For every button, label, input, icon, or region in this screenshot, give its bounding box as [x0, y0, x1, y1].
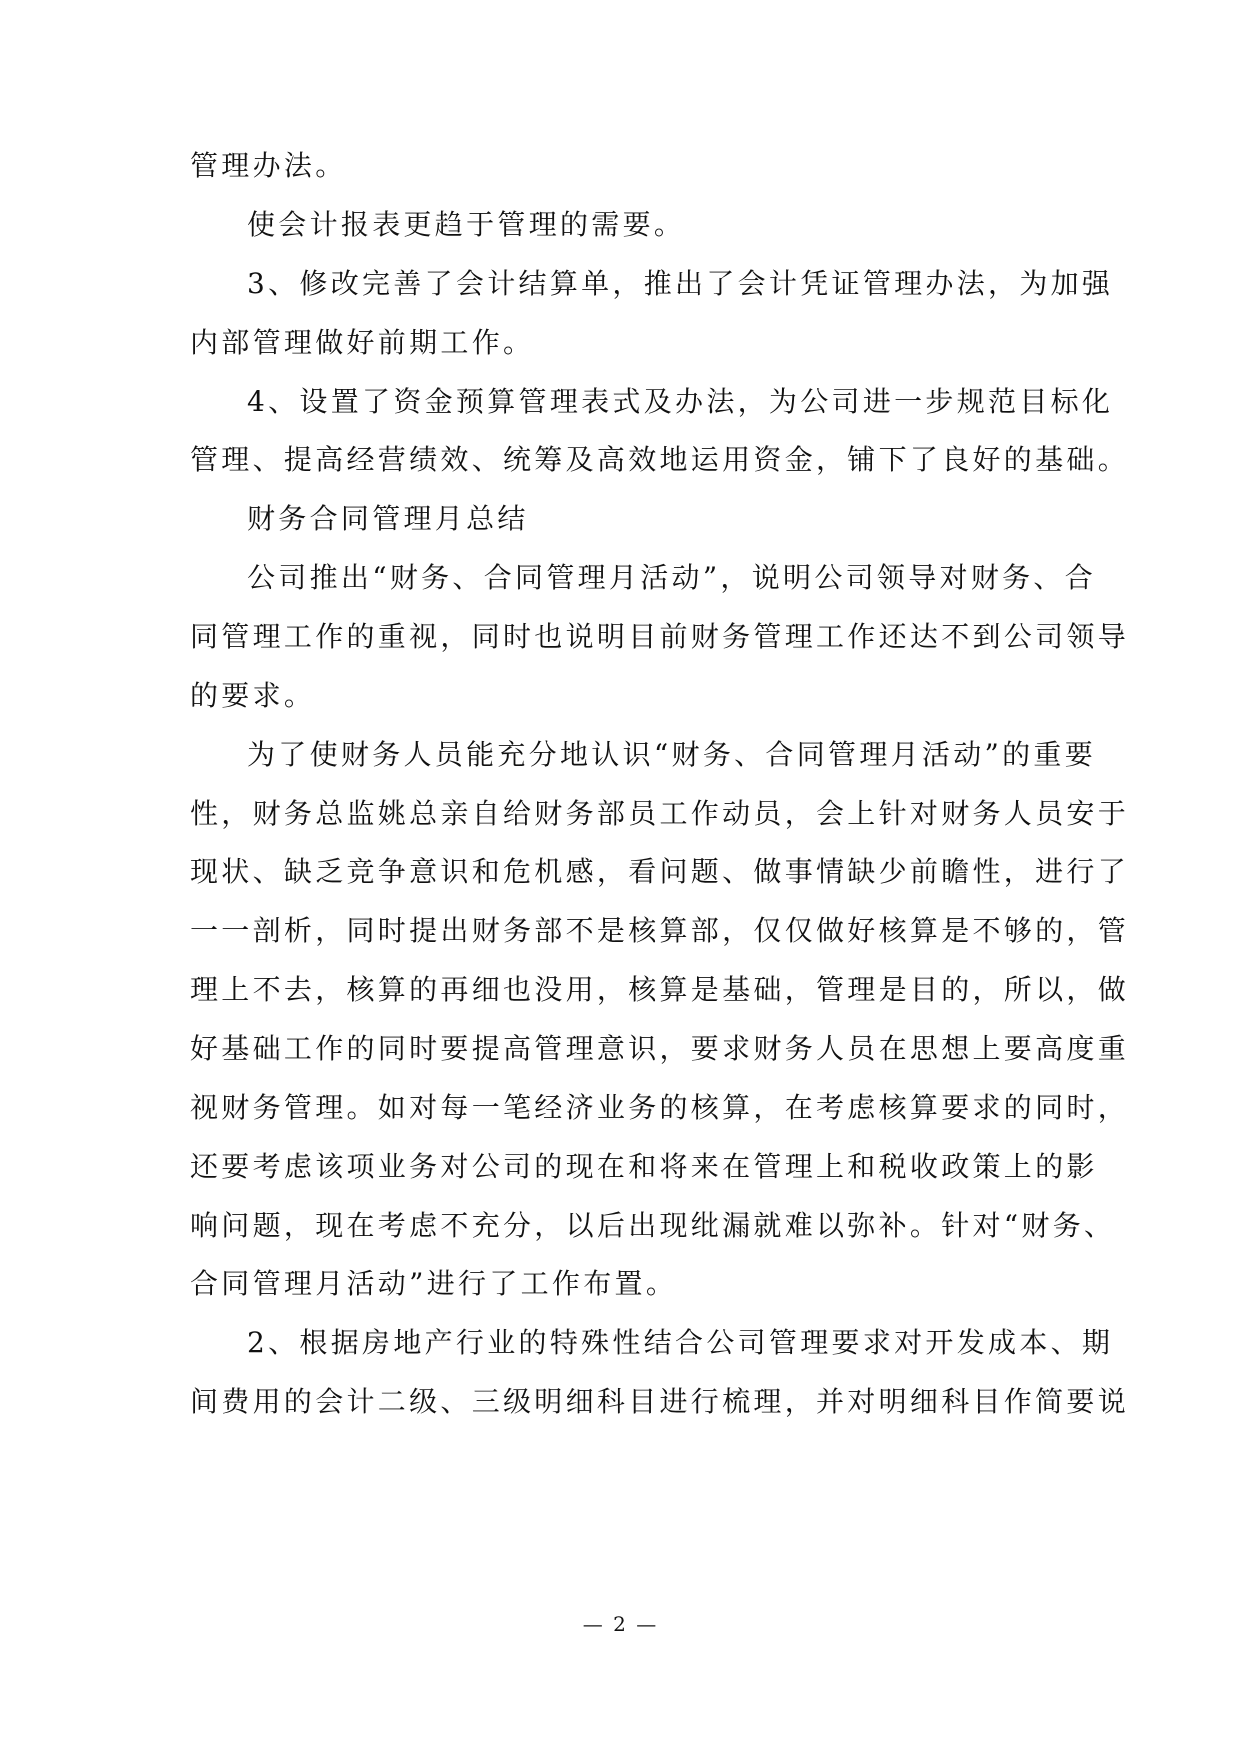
section-heading: 财务合同管理月总结	[247, 502, 529, 535]
page-number: — 2 —	[582, 1612, 659, 1636]
text-line: 理上不去，核算的再细也没用，核算是基础，管理是目的，所以，做	[190, 973, 1130, 1006]
text-line: 一一剖析，同时提出财务部不是核算部，仅仅做好核算是不够的，管	[190, 914, 1130, 947]
text-line: 视财务管理。如对每一笔经济业务的核算，在考虑核算要求的同时，	[190, 1091, 1130, 1124]
text-line: 响问题，现在考虑不充分，以后出现纰漏就难以弥补。针对“财务、	[190, 1209, 1116, 1242]
text-line: 现状、缺乏竞争意识和危机感，看问题、做事情缺少前瞻性，进行了	[190, 855, 1130, 888]
text-line: 内部管理做好前期工作。	[190, 326, 535, 359]
text-line: 好基础工作的同时要提高管理意识，要求财务人员在思想上要高度重	[190, 1032, 1130, 1065]
text-line: 性，财务总监姚总亲自给财务部员工作动员，会上针对财务人员安于	[190, 797, 1130, 830]
text-line: 2、根据房地产行业的特殊性结合公司管理要求对开发成本、期	[247, 1326, 1114, 1359]
text-line: 使会计报表更趋于管理的需要。	[247, 208, 686, 241]
text-line: 管理、提高经营绩效、统筹及高效地运用资金，铺下了良好的基础。	[190, 443, 1130, 476]
text-line: 同管理工作的重视，同时也说明目前财务管理工作还达不到公司领导	[190, 620, 1130, 653]
text-line: 管理办法。	[190, 149, 347, 182]
text-line: 合同管理月活动”进行了工作布置。	[190, 1267, 678, 1300]
text-line: 公司推出“财务、合同管理月活动”，说明公司领导对财务、合	[247, 561, 1097, 594]
text-line: 还要考虑该项业务对公司的现在和将来在管理上和税收政策上的影	[190, 1150, 1098, 1183]
text-line: 间费用的会计二级、三级明细科目进行梳理，并对明细科目作简要说	[190, 1385, 1130, 1418]
text-line: 为了使财务人员能充分地认识“财务、合同管理月活动”的重要	[247, 738, 1097, 771]
text-line: 4、设置了资金预算管理表式及办法，为公司进一步规范目标化	[247, 385, 1114, 418]
text-line: 的要求。	[190, 679, 316, 712]
text-line: 3、修改完善了会计结算单，推出了会计凭证管理办法，为加强	[247, 267, 1114, 300]
